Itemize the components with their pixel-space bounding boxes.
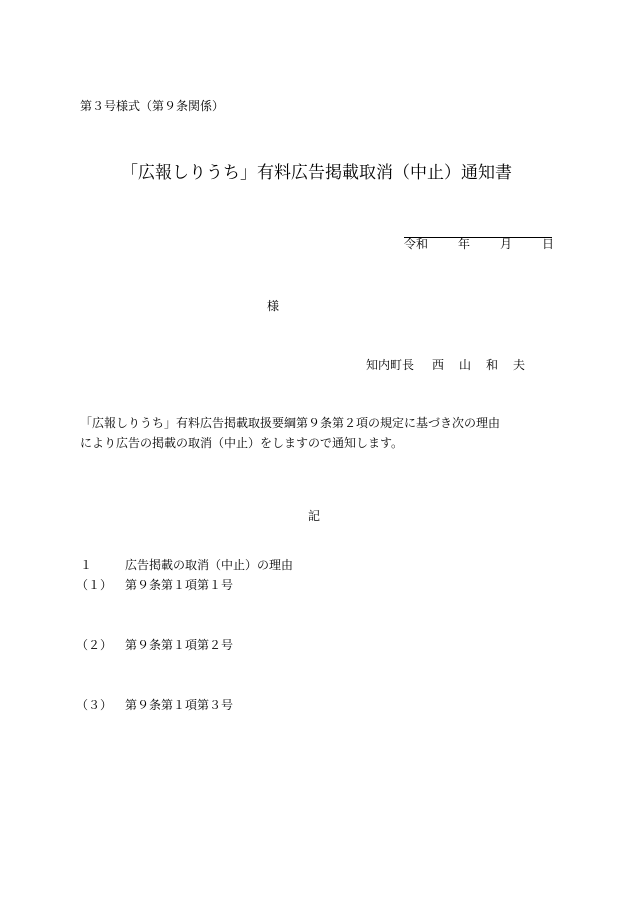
document-title: 「広報しりうち」有料広告掲載取消（中止）通知書 [121, 163, 512, 183]
section-heading: 広告掲載の取消（中止）の理由 [125, 558, 294, 572]
body-line-1: 「広報しりうち」有料広告掲載取扱要綱第９条第２項の規定に基づき次の理由 [80, 416, 501, 430]
addressee-suffix: 様 [267, 299, 280, 313]
date-line [404, 236, 555, 251]
item-text-1: 第９条第１項第１号 [125, 578, 234, 592]
sender-name-4: 夫 [513, 358, 526, 372]
sender-name-2: 山 [459, 358, 472, 372]
sender-position: 知内町長 [366, 358, 415, 372]
date-era: 令和 [404, 237, 429, 251]
form-number: 第３号様式（第９条関係） [80, 99, 225, 113]
body-line-2: により広告の掲載の取消（中止）をしますので通知します。 [80, 436, 404, 450]
item-label-1: （１） [76, 578, 113, 592]
ki-heading: 記 [308, 509, 321, 523]
item-label-3: （３） [76, 698, 113, 712]
date-month: 月 [500, 237, 513, 251]
date-day: 日 [542, 237, 555, 251]
item-label-2: （２） [76, 638, 113, 652]
item-text-2: 第９条第１項第２号 [125, 638, 234, 652]
sender-name-1: 西 [432, 358, 445, 372]
date-year: 年 [458, 237, 471, 251]
section-number: １ [80, 558, 93, 572]
body-paragraph [80, 413, 560, 453]
item-text-3: 第９条第１項第３号 [125, 698, 234, 712]
sender-name-3: 和 [486, 358, 499, 372]
